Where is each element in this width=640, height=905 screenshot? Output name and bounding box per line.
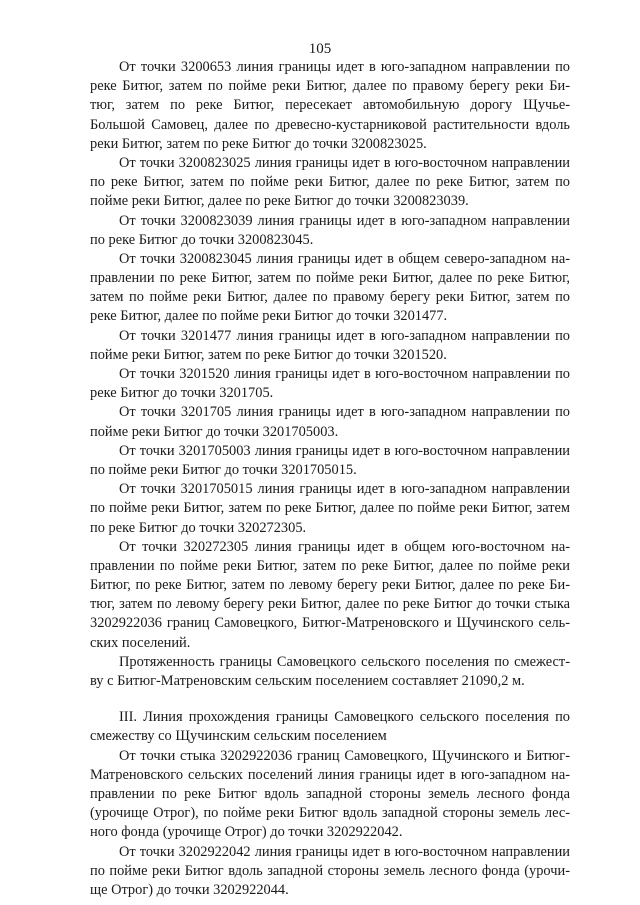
text-line: От точки 3201705003 линия границы идет в юго-восточном направлении [119,442,570,459]
section-gap [90,691,570,708]
text-line: От точки 3200823025 линия границы идет в юго-восточном направлении [119,154,570,171]
text-line: правлении по реке Битюг вдоль западной стороны земель лесного фонда [90,785,570,802]
text-line: От точки 3200823045 линия границы идет в общем северо-западном на- [119,250,570,267]
document-body [90,58,570,900]
text-line: по реке Битюг до точки 320272305. [90,519,307,536]
text-line: по пойме реки Битюг до точки 3201705015. [90,461,357,478]
paragraph-7 [90,403,570,441]
text-line: Большой Самовец, далее по древесно-кустарниковой растительности вдоль [90,116,570,133]
text-line: От точки 3200823039 линия границы идет в юго-западном направлении [119,212,570,229]
paragraph-5 [90,327,570,365]
text-line: затем по пойме реки Битюг, далее по правому берегу реки Битюг, затем по [90,289,570,306]
text-line: III. Линия прохождения границы Самовецкого сельского поселения по [119,709,570,726]
text-line: От точки 3200653 линия границы идет в юго-западном направлении по [119,59,570,75]
text-line: тюг, затем по левому берегу реки Битюг, далее по реке Битюг до точки стыка [90,596,570,613]
section-paragraph-1 [90,747,570,843]
section-heading [90,708,570,746]
paragraph-8 [90,442,570,480]
text-line: пойме реки Битюг до точки 3201705003. [90,423,339,440]
paragraph-11 [90,653,570,691]
paragraph-1 [90,58,570,154]
text-line: (урочище Отрог), по пойме реки Битюг вдоль западной стороны земель лес- [90,805,570,822]
text-line: реке Битюг до точки 3201705. [90,385,274,402]
text-line: Протяженность границы Самовецкого сельского поселения по смежест- [119,653,570,670]
text-line: ного фонда (урочище Отрог) до точки 3202922042. [90,824,403,841]
text-line: реке Битюг, далее по пойме реки Битюг до точки 3201477. [90,308,448,325]
page-number: 105 [308,41,332,57]
text-line: по реке Битюг до точки 3200823045. [90,231,314,248]
text-line: От точки 3201705 линия границы идет в юго-западном направлении по [119,404,570,421]
text-line: 3202922036 границ Самовецкого, Битюг-Матреновского и Щучинского сель- [90,615,570,632]
paragraph-10 [90,538,570,653]
paragraph-9 [90,480,570,538]
text-line: правлении по реке Битюг, затем по пойме реки Битюг, далее по реке Битюг, [90,270,570,287]
text-line: по пойме реки Битюг вдоль западной стороны земель лесного фонда (урочи- [90,862,570,879]
text-line: по реке Битюг, затем по пойме реки Битюг, далее по реке Битюг, затем по [90,174,570,191]
text-line: От точки стыка 3202922036 границ Самовецкого, Щучинского и Битюг- [119,747,570,764]
text-line: пойме реки Битюг, далее по реке Битюг до точки 3200823039. [90,193,469,210]
text-line: реки Битюг, затем по реке Битюг до точки 3200823025. [90,135,427,152]
text-line: От точки 3201520 линия границы идет в юго-восточном направлении по [119,366,570,382]
text-line: От точки 3202922042 линия границы идет в юго-восточном направлении [119,843,570,860]
paragraph-4 [90,250,570,327]
text-line: ву с Битюг-Матреновским сельским поселением составляет 21090,2 м. [90,673,525,689]
text-line: смежеству со Щучинским сельским поселением [90,728,387,745]
text-line: От точки 3201705015 линия границы идет в юго-западном направлении [119,481,570,498]
text-line: реке Битюг, затем по пойме реки Битюг, далее по правому берегу реки Би- [90,78,570,95]
text-line: пойме реки Битюг, затем по реке Битюг до точки 3201520. [90,346,447,363]
text-line: ще Отрог) до точки 3202922044. [90,881,289,898]
paragraph-6 [90,365,570,403]
text-line: От точки 3201477 линия границы идет в юго-западном направлении по [119,327,570,344]
section-paragraph-2 [90,843,570,901]
paragraph-2 [90,154,570,212]
text-line: Матреновского сельских поселений линия границы идет в юго-западном на- [90,766,570,783]
text-line: по пойме реки Битюг, затем по реке Битюг, далее по пойме реки Битюг, затем [90,500,570,517]
text-line: тюг, затем по реке Битюг, пересекает автомобильную дорогу Щучье- [90,97,570,114]
text-line: Битюг, по реке Битюг, затем по левому берегу реки Битюг, далее по реке Би- [90,577,570,594]
text-line: ских поселений. [90,634,191,651]
paragraph-3 [90,212,570,250]
text-line: От точки 320272305 линия границы идет в общем юго-восточном на- [119,538,570,555]
text-line: правлении по пойме реки Битюг, затем по реке Битюг, далее по пойме реки [90,557,570,574]
